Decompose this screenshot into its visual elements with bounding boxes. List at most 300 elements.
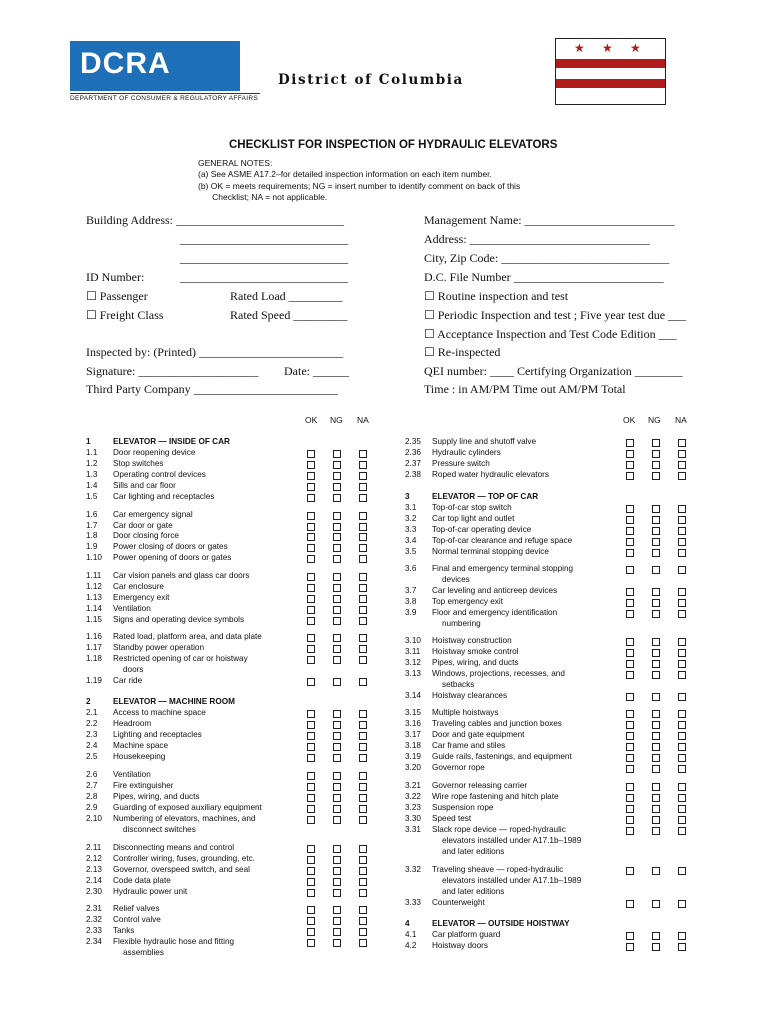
checkbox-na[interactable] <box>359 634 367 642</box>
checkbox-ok[interactable] <box>626 516 634 524</box>
checkbox-ng[interactable] <box>652 516 660 524</box>
checkbox-na[interactable] <box>359 867 367 875</box>
checkbox-ok[interactable] <box>626 867 634 875</box>
checkbox-ok[interactable] <box>626 783 634 791</box>
checkbox-ok[interactable] <box>307 878 315 886</box>
checkbox-ng[interactable] <box>652 867 660 875</box>
star-icon: ★ <box>574 41 585 55</box>
checkbox-ok[interactable] <box>626 638 634 646</box>
checkbox-na[interactable] <box>678 660 686 668</box>
checkbox-ok[interactable] <box>626 743 634 751</box>
checkbox-ng[interactable] <box>333 906 341 914</box>
checkbox-ok[interactable] <box>307 617 315 625</box>
checkbox-ok[interactable] <box>626 649 634 657</box>
item-number: 2 <box>86 697 91 706</box>
checkbox-ng[interactable] <box>652 816 660 824</box>
form-field[interactable]: ☐ Freight Class <box>86 308 164 322</box>
checkbox-ok[interactable] <box>307 533 315 541</box>
form-field[interactable]: D.C. File Number _________________________ <box>424 270 664 284</box>
checkbox-ok[interactable] <box>307 867 315 875</box>
item-number: 3.1 <box>405 503 417 512</box>
checkbox-na[interactable] <box>359 678 367 686</box>
section-heading: ELEVATOR — MACHINE ROOM <box>113 697 235 706</box>
checkbox-na[interactable] <box>359 917 367 925</box>
form-field[interactable]: ____________________________ <box>180 232 348 246</box>
checkbox-ng[interactable] <box>652 932 660 940</box>
checkbox-ng[interactable] <box>652 754 660 762</box>
checkbox-ng[interactable] <box>333 678 341 686</box>
item-number: 3.12 <box>405 658 421 667</box>
checkbox-ng[interactable] <box>333 805 341 813</box>
checkbox-na[interactable] <box>359 606 367 614</box>
checkbox-na[interactable] <box>359 772 367 780</box>
checkbox-ng[interactable] <box>333 867 341 875</box>
checkbox-ng[interactable] <box>652 649 660 657</box>
checkbox-ok[interactable] <box>626 732 634 740</box>
checkbox-na[interactable] <box>678 743 686 751</box>
checkbox-na[interactable] <box>678 588 686 596</box>
checkbox-na[interactable] <box>678 505 686 513</box>
checkbox-ok[interactable] <box>307 512 315 520</box>
checkbox-na[interactable] <box>678 649 686 657</box>
item-label: assemblies <box>123 948 164 957</box>
checkbox-na[interactable] <box>678 527 686 535</box>
checkbox-ok[interactable] <box>626 439 634 447</box>
checkbox-ng[interactable] <box>333 523 341 531</box>
checkbox-ng[interactable] <box>652 588 660 596</box>
checkbox-ok[interactable] <box>307 732 315 740</box>
checkbox-na[interactable] <box>678 827 686 835</box>
checkbox-na[interactable] <box>678 638 686 646</box>
checkbox-na[interactable] <box>359 889 367 897</box>
checkbox-ok[interactable] <box>307 584 315 592</box>
checkbox-ok[interactable] <box>626 827 634 835</box>
item-number: 3.15 <box>405 708 421 717</box>
checkbox-ng[interactable] <box>333 584 341 592</box>
checkbox-ng[interactable] <box>333 928 341 936</box>
checkbox-ng[interactable] <box>333 573 341 581</box>
section-heading: ELEVATOR — INSIDE OF CAR <box>113 437 230 446</box>
checkbox-ng[interactable] <box>333 743 341 751</box>
checkbox-na[interactable] <box>678 867 686 875</box>
checkbox-ok[interactable] <box>307 928 315 936</box>
checkbox-ng[interactable] <box>652 599 660 607</box>
checkbox-ok[interactable] <box>307 595 315 603</box>
item-label: Fire extinguisher <box>113 781 174 790</box>
item-label: Car frame and stiles <box>432 741 506 750</box>
item-label: Power closing of doors or gates <box>113 542 228 551</box>
checkbox-ok[interactable] <box>307 678 315 686</box>
checkbox-na[interactable] <box>678 461 686 469</box>
checkbox-na[interactable] <box>359 573 367 581</box>
item-number: 3.33 <box>405 898 421 907</box>
checkbox-na[interactable] <box>359 555 367 563</box>
form-field[interactable]: City, Zip Code: ____________________________ <box>424 251 670 265</box>
checkbox-ng[interactable] <box>652 827 660 835</box>
checkbox-na[interactable] <box>678 732 686 740</box>
checkbox-ng[interactable] <box>652 900 660 908</box>
checkbox-ok[interactable] <box>307 710 315 718</box>
form-field[interactable]: Rated Speed _________ <box>230 308 348 322</box>
checkbox-na[interactable] <box>678 721 686 729</box>
checkbox-ng[interactable] <box>333 595 341 603</box>
checkbox-na[interactable] <box>678 566 686 574</box>
checkbox-ng[interactable] <box>333 856 341 864</box>
checkbox-na[interactable] <box>359 584 367 592</box>
checkbox-ok[interactable] <box>307 494 315 502</box>
checkbox-ok[interactable] <box>307 573 315 581</box>
checkbox-ok[interactable] <box>307 472 315 480</box>
checkbox-na[interactable] <box>359 856 367 864</box>
checkbox-na[interactable] <box>678 472 686 480</box>
checkbox-na[interactable] <box>359 754 367 762</box>
form-field[interactable]: Inspected by: (Printed) ________________________ <box>86 345 343 359</box>
checkbox-ok[interactable] <box>307 939 315 947</box>
checkbox-ok[interactable] <box>307 889 315 897</box>
checkbox-ok[interactable] <box>626 693 634 701</box>
checkbox-ok[interactable] <box>307 461 315 469</box>
checkbox-ng[interactable] <box>652 783 660 791</box>
item-label: Top emergency exit <box>432 597 503 606</box>
item-number: 1.11 <box>86 571 102 580</box>
checkbox-ok[interactable] <box>307 906 315 914</box>
checkbox-ng[interactable] <box>333 606 341 614</box>
form-field[interactable]: Date: ______ <box>284 364 349 378</box>
checkbox-ng[interactable] <box>652 610 660 618</box>
checkbox-ng[interactable] <box>333 645 341 653</box>
checkbox-ng[interactable] <box>652 439 660 447</box>
item-label: Multiple hoistways <box>432 708 499 717</box>
checkbox-ng[interactable] <box>652 660 660 668</box>
checkbox-ok[interactable] <box>307 917 315 925</box>
checkbox-ng[interactable] <box>652 710 660 718</box>
item-number: 3.6 <box>405 564 417 573</box>
checkbox-na[interactable] <box>359 523 367 531</box>
checkbox-ok[interactable] <box>626 932 634 940</box>
checkbox-na[interactable] <box>359 533 367 541</box>
checkbox-ng[interactable] <box>652 527 660 535</box>
item-number: 3.11 <box>405 647 421 656</box>
checkbox-ng[interactable] <box>652 805 660 813</box>
checkbox-ok[interactable] <box>307 772 315 780</box>
checkbox-ok[interactable] <box>626 505 634 513</box>
checkbox-ok[interactable] <box>626 943 634 951</box>
checkbox-na[interactable] <box>678 450 686 458</box>
item-label: Door reopening device <box>113 448 196 457</box>
checkbox-na[interactable] <box>359 450 367 458</box>
checkbox-na[interactable] <box>678 710 686 718</box>
item-number: 3.20 <box>405 763 421 772</box>
column-header-na: NA <box>675 415 687 425</box>
checkbox-na[interactable] <box>678 549 686 557</box>
item-label: Counterweight <box>432 898 485 907</box>
checkbox-ok[interactable] <box>307 645 315 653</box>
checkbox-ok[interactable] <box>307 721 315 729</box>
checkbox-ng[interactable] <box>652 549 660 557</box>
item-label: Lighting and receptacles <box>113 730 202 739</box>
form-field[interactable]: ____________________________ <box>180 270 348 284</box>
checkbox-na[interactable] <box>678 610 686 618</box>
checkbox-ng[interactable] <box>333 732 341 740</box>
form-field[interactable]: ID Number: <box>86 270 145 284</box>
checkbox-ng[interactable] <box>333 544 341 552</box>
checkbox-ng[interactable] <box>333 555 341 563</box>
checkbox-ok[interactable] <box>626 461 634 469</box>
checkbox-ng[interactable] <box>333 472 341 480</box>
checkbox-ok[interactable] <box>307 555 315 563</box>
checkbox-na[interactable] <box>678 439 686 447</box>
checkbox-ng[interactable] <box>333 634 341 642</box>
item-label: Pressure switch <box>432 459 490 468</box>
checkbox-ok[interactable] <box>307 450 315 458</box>
checkbox-ng[interactable] <box>652 566 660 574</box>
checkbox-ng[interactable] <box>333 461 341 469</box>
checkbox-ok[interactable] <box>626 721 634 729</box>
item-label: Door and gate equipment <box>432 730 525 739</box>
checkbox-ok[interactable] <box>626 794 634 802</box>
checkbox-ok[interactable] <box>626 660 634 668</box>
item-label: Operating control devices <box>113 470 206 479</box>
checkbox-na[interactable] <box>359 710 367 718</box>
item-number: 1.10 <box>86 553 102 562</box>
checkbox-na[interactable] <box>359 461 367 469</box>
checkbox-ng[interactable] <box>333 772 341 780</box>
checkbox-na[interactable] <box>359 494 367 502</box>
checkbox-ok[interactable] <box>307 805 315 813</box>
item-number: 2.1 <box>86 708 98 717</box>
item-number: 1.2 <box>86 459 98 468</box>
item-number: 2.8 <box>86 792 98 801</box>
checkbox-ng[interactable] <box>652 693 660 701</box>
checkbox-ok[interactable] <box>307 634 315 642</box>
checkbox-na[interactable] <box>359 472 367 480</box>
form-field[interactable]: Third Party Company ________________________ <box>86 382 338 396</box>
item-label: Guide rails, fastenings, and equipment <box>432 752 572 761</box>
item-label: Roped water hydraulic elevators <box>432 470 549 479</box>
item-label: Car lighting and receptacles <box>113 492 215 501</box>
item-label: Housekeeping <box>113 752 166 761</box>
checkbox-ng[interactable] <box>652 765 660 773</box>
checkbox-ok[interactable] <box>626 450 634 458</box>
checkbox-na[interactable] <box>359 656 367 664</box>
checkbox-ng[interactable] <box>333 494 341 502</box>
form-field[interactable]: Building Address: ____________________________ <box>86 213 345 227</box>
form-field[interactable]: ☐ Passenger <box>86 289 148 303</box>
checkbox-na[interactable] <box>359 483 367 491</box>
column-header-ok: OK <box>305 415 318 425</box>
checkbox-na[interactable] <box>678 943 686 951</box>
checkbox-ng[interactable] <box>333 617 341 625</box>
checkbox-ng[interactable] <box>652 671 660 679</box>
checkbox-ok[interactable] <box>307 544 315 552</box>
checkbox-ok[interactable] <box>626 816 634 824</box>
checkbox-ok[interactable] <box>626 538 634 546</box>
form-field[interactable]: Address: ______________________________ <box>424 232 650 246</box>
item-label: Traveling sheave — roped-hydraulic <box>432 865 564 874</box>
checkbox-na[interactable] <box>359 845 367 853</box>
checkbox-ng[interactable] <box>652 732 660 740</box>
form-field[interactable]: Time : in AM/PM Time out AM/PM Total <box>424 382 626 396</box>
item-label: Numbering of elevators, machines, and <box>113 814 256 823</box>
form-field[interactable]: Rated Load _________ <box>230 289 343 303</box>
item-number: 2.14 <box>86 876 102 885</box>
item-label: Restricted opening of car or hoistway <box>113 654 248 663</box>
checkbox-na[interactable] <box>359 721 367 729</box>
checkbox-ok[interactable] <box>626 549 634 557</box>
checkbox-na[interactable] <box>359 617 367 625</box>
checkbox-na[interactable] <box>359 794 367 802</box>
checkbox-ok[interactable] <box>307 816 315 824</box>
checkbox-ok[interactable] <box>307 845 315 853</box>
logo-box <box>70 41 240 91</box>
checkbox-ng[interactable] <box>652 505 660 513</box>
item-label: elevators installed under A17.1b–1989 <box>442 876 582 885</box>
checkbox-na[interactable] <box>359 939 367 947</box>
form-field[interactable]: ☐ Routine inspection and test <box>424 289 569 303</box>
checkbox-ok[interactable] <box>626 900 634 908</box>
checkbox-ok[interactable] <box>626 710 634 718</box>
checkbox-na[interactable] <box>678 805 686 813</box>
form-field[interactable]: ☐ Re-inspected <box>424 345 501 359</box>
item-number: 3.22 <box>405 792 421 801</box>
checkbox-na[interactable] <box>359 816 367 824</box>
checkbox-ok[interactable] <box>307 606 315 614</box>
checkbox-na[interactable] <box>678 538 686 546</box>
column-header-ng: NG <box>648 415 661 425</box>
item-number: 3.23 <box>405 803 421 812</box>
checkbox-na[interactable] <box>359 783 367 791</box>
checkbox-na[interactable] <box>678 693 686 701</box>
item-number: 1.8 <box>86 531 98 540</box>
checkbox-na[interactable] <box>678 932 686 940</box>
item-label: Code data plate <box>113 876 171 885</box>
checkbox-ok[interactable] <box>307 856 315 864</box>
checkbox-na[interactable] <box>359 595 367 603</box>
checkbox-ng[interactable] <box>652 538 660 546</box>
checkbox-na[interactable] <box>678 516 686 524</box>
checkbox-na[interactable] <box>678 794 686 802</box>
checkbox-na[interactable] <box>678 754 686 762</box>
checkbox-ng[interactable] <box>652 794 660 802</box>
checkbox-na[interactable] <box>359 512 367 520</box>
item-label: setbacks <box>442 680 475 689</box>
checkbox-ng[interactable] <box>652 461 660 469</box>
checkbox-na[interactable] <box>359 878 367 886</box>
checkbox-ok[interactable] <box>307 523 315 531</box>
item-label: Pipes, wiring, and ducts <box>432 658 519 667</box>
checkbox-ng[interactable] <box>652 472 660 480</box>
checkbox-ok[interactable] <box>626 610 634 618</box>
checkbox-ok[interactable] <box>626 754 634 762</box>
checkbox-na[interactable] <box>678 900 686 908</box>
checkbox-ng[interactable] <box>652 943 660 951</box>
checkbox-ng[interactable] <box>333 939 341 947</box>
checkbox-na[interactable] <box>359 732 367 740</box>
item-label: Machine space <box>113 741 169 750</box>
item-number: 3.14 <box>405 691 421 700</box>
checkbox-na[interactable] <box>678 599 686 607</box>
checkbox-ok[interactable] <box>307 754 315 762</box>
item-number: 2.38 <box>405 470 421 479</box>
checkbox-na[interactable] <box>359 928 367 936</box>
section-heading: ELEVATOR — OUTSIDE HOISTWAY <box>432 919 570 928</box>
checkbox-ok[interactable] <box>626 527 634 535</box>
checkbox-na[interactable] <box>359 805 367 813</box>
checkbox-ng[interactable] <box>333 754 341 762</box>
item-number: 3.8 <box>405 597 417 606</box>
checkbox-ng[interactable] <box>333 794 341 802</box>
checkbox-ok[interactable] <box>626 671 634 679</box>
star-icon: ★ <box>602 41 613 55</box>
checkbox-ok[interactable] <box>307 743 315 751</box>
checkbox-ng[interactable] <box>333 878 341 886</box>
checkbox-ok[interactable] <box>626 566 634 574</box>
form-field[interactable]: QEI number: ____ Certifying Organization ________ <box>424 364 683 378</box>
checkbox-ng[interactable] <box>333 845 341 853</box>
checkbox-na[interactable] <box>359 544 367 552</box>
item-number: 3.13 <box>405 669 421 678</box>
checkbox-ok[interactable] <box>626 472 634 480</box>
checkbox-ok[interactable] <box>626 588 634 596</box>
checkbox-ng[interactable] <box>333 889 341 897</box>
checkbox-ng[interactable] <box>333 721 341 729</box>
checkbox-ng[interactable] <box>333 816 341 824</box>
item-label: Guarding of exposed auxiliary equipment <box>113 803 262 812</box>
form-field[interactable]: ☐ Periodic Inspection and test ; Five year test due ___ <box>424 308 687 322</box>
checkbox-ng[interactable] <box>333 512 341 520</box>
item-number: 2.33 <box>86 926 102 935</box>
checkbox-ng[interactable] <box>333 783 341 791</box>
form-field[interactable]: ☐ Acceptance Inspection and Test Code Edition ___ <box>424 327 677 341</box>
checkbox-ok[interactable] <box>307 794 315 802</box>
item-label: Pipes, wiring, and ducts <box>113 792 200 801</box>
item-number: 2.4 <box>86 741 98 750</box>
item-label: elevators installed under A17.1b–1989 <box>442 836 582 845</box>
form-field[interactable]: Signature: ____________________ <box>86 364 259 378</box>
checkbox-ok[interactable] <box>307 783 315 791</box>
checkbox-ng[interactable] <box>333 710 341 718</box>
checkbox-na[interactable] <box>359 906 367 914</box>
checkbox-ok[interactable] <box>626 805 634 813</box>
item-number: 1.14 <box>86 604 102 613</box>
form-field[interactable]: Management Name: _________________________ <box>424 213 675 227</box>
checkbox-ng[interactable] <box>333 483 341 491</box>
checkbox-na[interactable] <box>359 743 367 751</box>
item-number: 2.32 <box>86 915 102 924</box>
checkbox-ng[interactable] <box>652 743 660 751</box>
checkbox-ng[interactable] <box>333 533 341 541</box>
checkbox-na[interactable] <box>359 645 367 653</box>
checkbox-ok[interactable] <box>626 599 634 607</box>
checkbox-ok[interactable] <box>626 765 634 773</box>
item-number: 1.6 <box>86 510 98 519</box>
checkbox-na[interactable] <box>678 671 686 679</box>
checkbox-ok[interactable] <box>307 656 315 664</box>
item-label: Traveling cables and junction boxes <box>432 719 562 728</box>
checkbox-na[interactable] <box>678 783 686 791</box>
form-field[interactable]: ____________________________ <box>180 251 348 265</box>
checkbox-ok[interactable] <box>307 483 315 491</box>
checkbox-ng[interactable] <box>652 450 660 458</box>
checkbox-ng[interactable] <box>333 917 341 925</box>
checkbox-na[interactable] <box>678 816 686 824</box>
checkbox-ng[interactable] <box>652 721 660 729</box>
checkbox-na[interactable] <box>678 765 686 773</box>
checkbox-ng[interactable] <box>652 638 660 646</box>
item-label: Normal terminal stopping device <box>432 547 549 556</box>
checkbox-ng[interactable] <box>333 656 341 664</box>
checkbox-ng[interactable] <box>333 450 341 458</box>
